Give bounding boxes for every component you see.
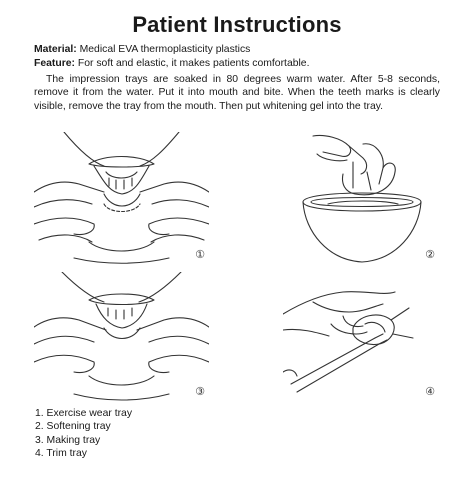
feature-label: Feature: <box>34 58 75 69</box>
page-title: Patient Instructions <box>132 12 342 37</box>
panel-1-number: ① <box>195 248 205 261</box>
material-label: Material: <box>34 44 77 55</box>
illustration-panel-2 <box>283 132 441 265</box>
caption-item-3: 3. Making tray <box>35 434 101 446</box>
illustration-panel-1 <box>34 132 209 265</box>
mouth-tray-illustration <box>34 132 209 265</box>
panel-2-number: ② <box>425 248 435 261</box>
panel-3-number: ③ <box>195 385 205 398</box>
illustration-panel-3 <box>34 272 209 402</box>
feature-line <box>34 57 309 70</box>
caption-item-2: 2. Softening tray <box>35 421 111 433</box>
scissors-trim-illustration <box>283 272 441 402</box>
bowl-soaking-illustration <box>283 132 441 265</box>
material-line <box>34 43 250 56</box>
instructions-paragraph: The impression trays are soaked in 80 degrees warm water. After 5-8 seconds, remove it from the water. Put it into mouth and bite. When the teeth marks is clearly visible, remove the tray from the mouth. Then put whitening gel into the tray. <box>34 74 440 112</box>
caption-item-4: 4. Trim tray <box>35 448 87 460</box>
caption-item-1: 1. Exercise wear tray <box>35 408 133 419</box>
illustration-panel-4 <box>283 272 441 402</box>
material-text: Medical EVA thermoplasticity plastics <box>76 44 251 55</box>
biting-tray-illustration <box>34 272 209 402</box>
feature-text: For soft and elastic, it makes patients comfortable. <box>75 58 310 69</box>
panel-4-number: ④ <box>425 385 435 398</box>
caption-list <box>35 407 132 461</box>
